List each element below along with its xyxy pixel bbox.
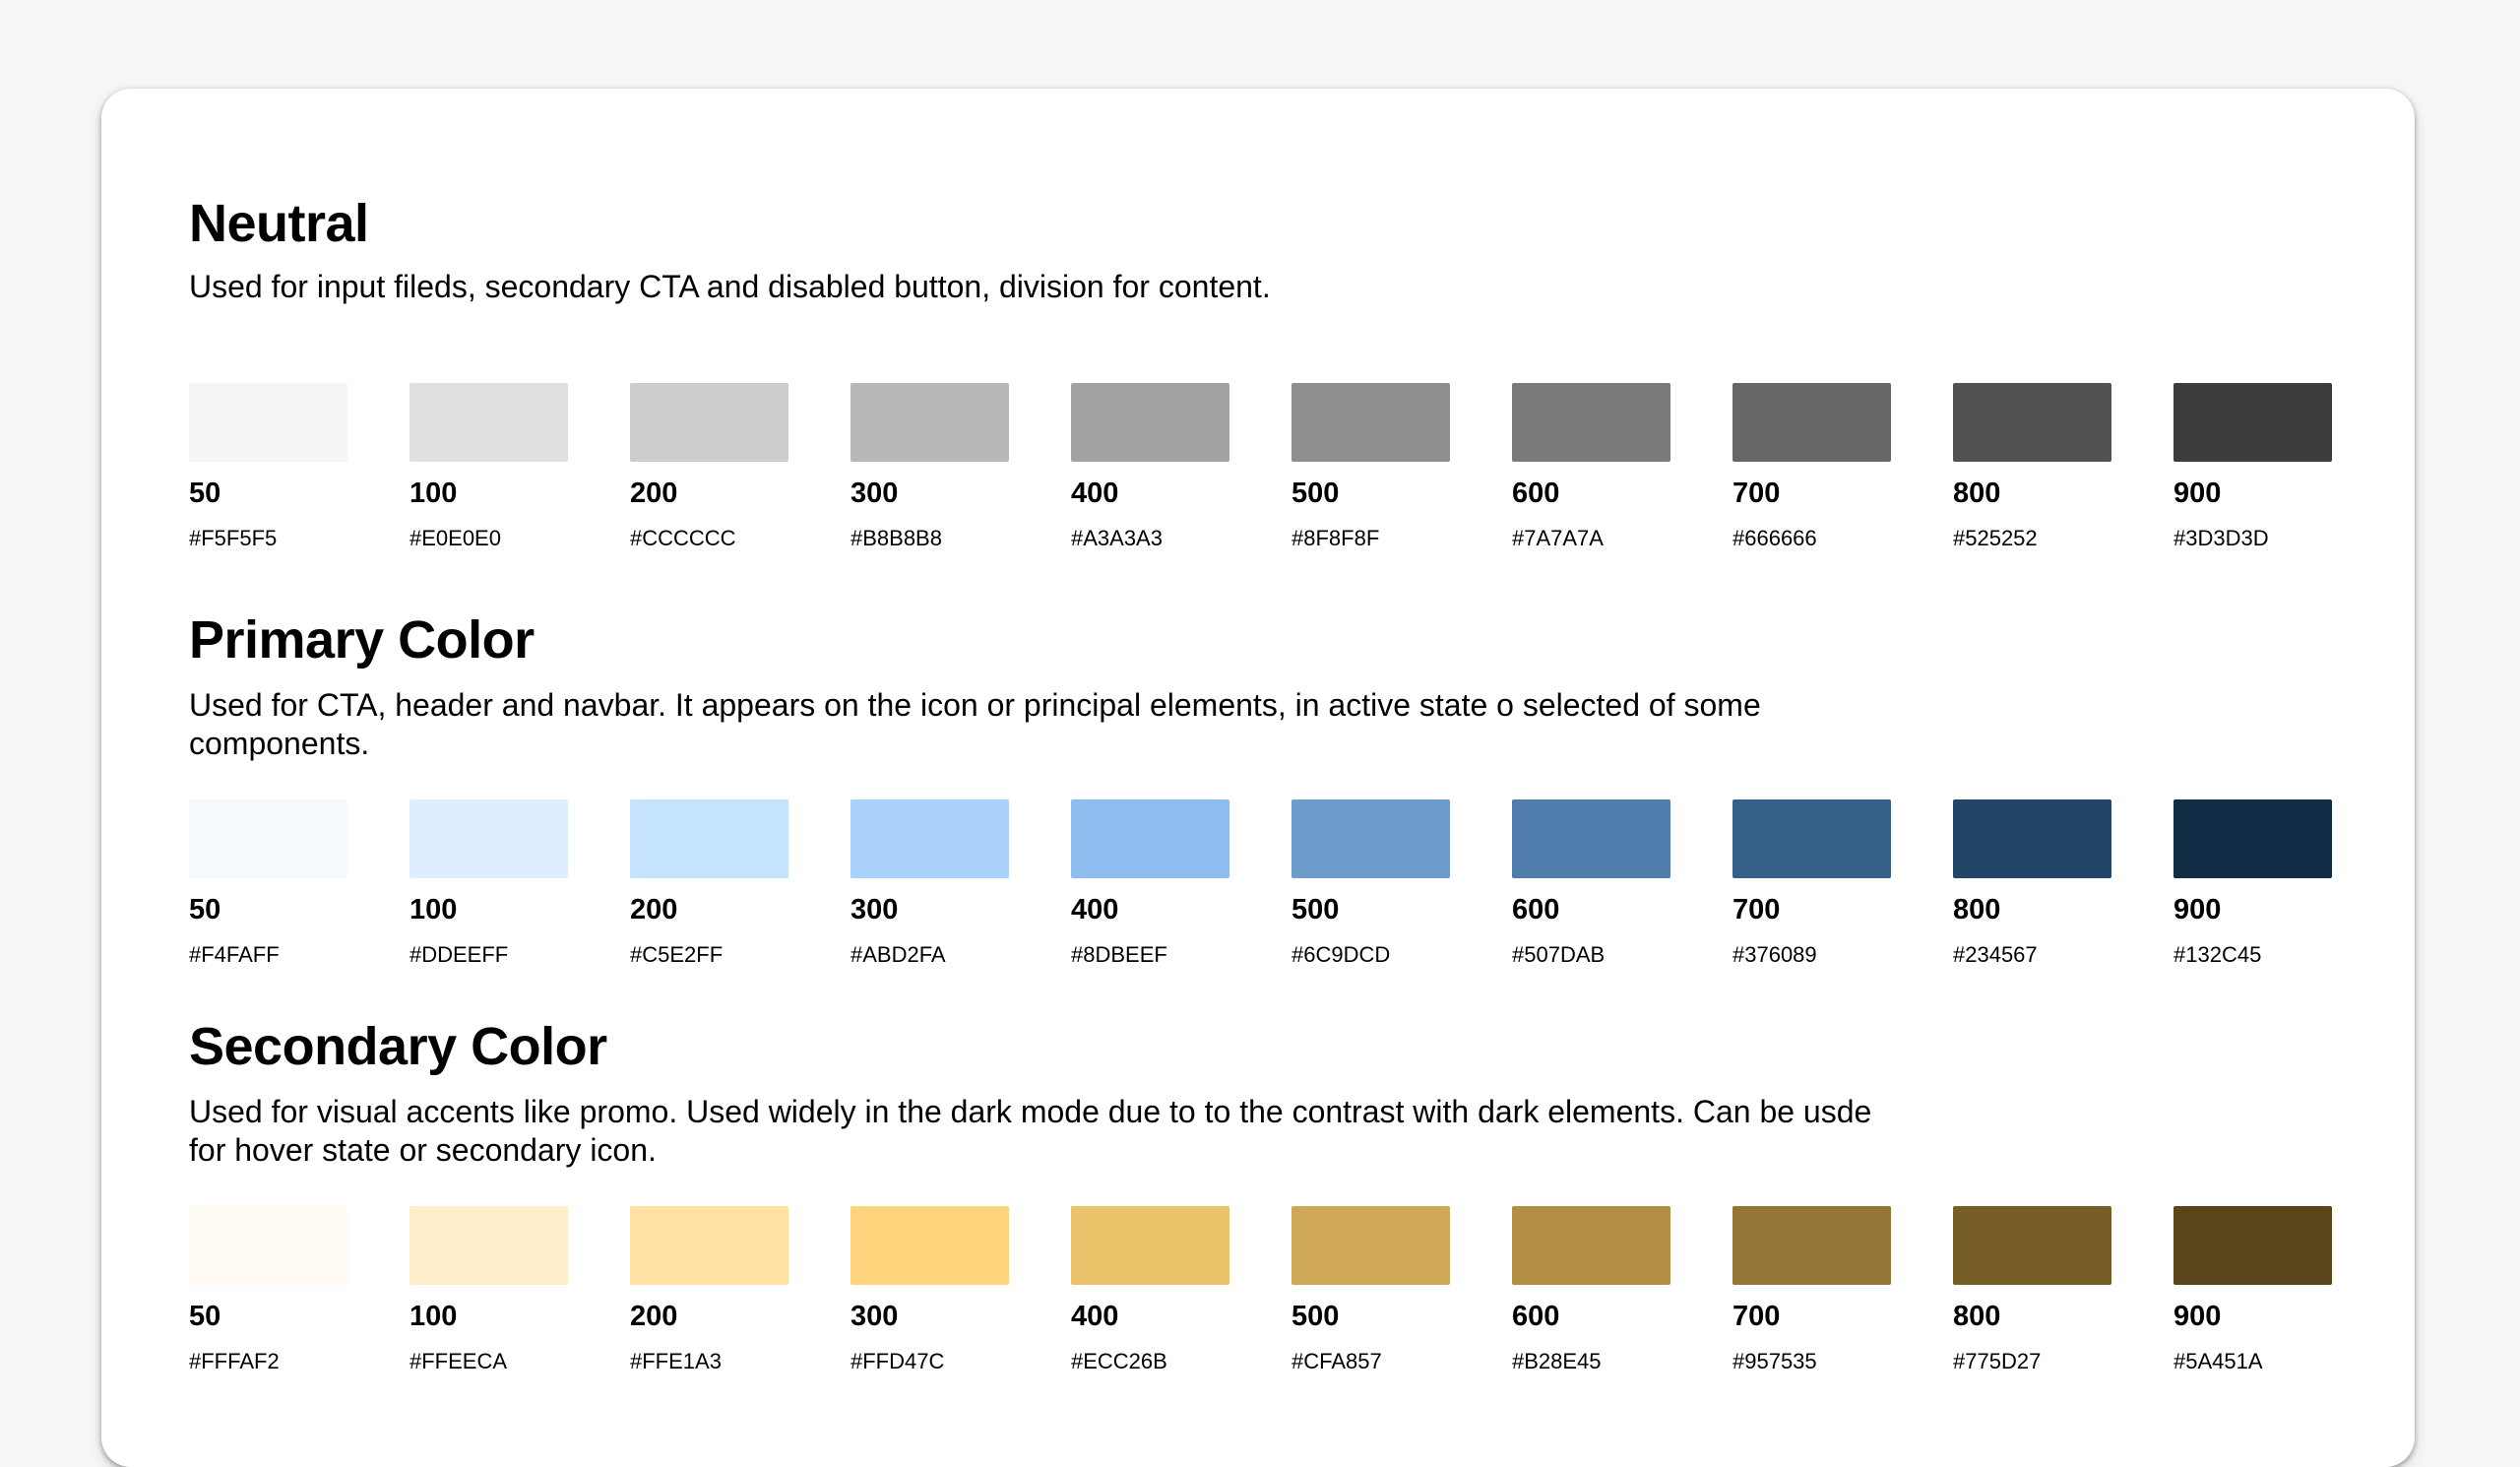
swatch-step: 50 — [189, 894, 221, 925]
swatch-hex: #CCCCCC — [630, 526, 736, 550]
swatch-step: 50 — [189, 1301, 221, 1332]
swatch-step: 500 — [1292, 478, 1340, 509]
section-description: Used for visual accents like promo. Used widely in the dark mode due to to the contrast with dark elements. Can be usde for hover state or secondary icon. — [189, 1094, 1872, 1168]
section-title: Secondary Color — [189, 1017, 607, 1076]
color-chip — [2174, 799, 2332, 878]
color-chip — [630, 799, 788, 878]
section-primary — [189, 610, 2335, 967]
swatch-hex: #7A7A7A — [1512, 526, 1604, 550]
color-chip — [1953, 383, 2111, 462]
swatch-hex: #376089 — [1732, 942, 1817, 967]
swatch-hex: #507DAB — [1512, 942, 1606, 967]
swatch-step: 100 — [410, 894, 458, 925]
swatch-hex: #8DBEEF — [1071, 942, 1167, 967]
swatch-500 — [1292, 799, 1450, 966]
swatch-200 — [630, 383, 788, 549]
swatch-step: 600 — [1512, 894, 1560, 925]
color-chip — [630, 383, 788, 462]
swatch-step: 100 — [410, 1301, 458, 1332]
swatch-800 — [1953, 383, 2111, 549]
color-chip — [189, 799, 347, 878]
swatch-hex: #525252 — [1953, 526, 2038, 550]
swatch-hex: #FFE1A3 — [630, 1349, 722, 1373]
swatch-hex: #666666 — [1732, 526, 1817, 550]
section-description: Used for input fileds, secondary CTA and disabled button, division for content. — [189, 269, 1271, 304]
swatch-step: 900 — [2174, 1301, 2222, 1332]
swatch-hex: #6C9DCD — [1292, 942, 1391, 967]
swatch-hex: #ABD2FA — [850, 942, 946, 967]
swatch-hex: #CFA857 — [1292, 1349, 1382, 1373]
swatch-step: 900 — [2174, 894, 2222, 925]
swatch-row — [189, 799, 2332, 966]
swatch-step: 300 — [850, 894, 899, 925]
swatch-hex: #A3A3A3 — [1071, 526, 1163, 550]
color-chip — [1292, 799, 1450, 878]
swatch-step: 300 — [850, 1301, 899, 1332]
color-chip — [189, 1206, 347, 1285]
color-chip — [1512, 1206, 1670, 1285]
color-chip — [1292, 383, 1450, 462]
swatch-step: 700 — [1732, 1301, 1781, 1332]
swatch-step: 700 — [1732, 894, 1781, 925]
swatch-hex: #234567 — [1953, 942, 2038, 967]
section-title: Neutral — [189, 194, 369, 253]
swatch-step: 800 — [1953, 894, 2001, 925]
swatch-400 — [1071, 1206, 1229, 1372]
swatch-hex: #F4FAFF — [189, 942, 280, 967]
color-chip — [1732, 799, 1891, 878]
swatch-hex: #FFFAF2 — [189, 1349, 280, 1373]
swatch-500 — [1292, 383, 1450, 549]
swatch-900 — [2174, 1206, 2332, 1372]
swatch-50 — [189, 1206, 347, 1372]
swatch-step: 400 — [1071, 1301, 1119, 1332]
color-chip — [1953, 1206, 2111, 1285]
swatch-700 — [1732, 1206, 1891, 1372]
color-chip — [1071, 383, 1229, 462]
color-chip — [1071, 799, 1229, 878]
swatch-400 — [1071, 799, 1229, 966]
swatch-hex: #3D3D3D — [2174, 526, 2269, 550]
swatch-50 — [189, 383, 347, 549]
color-chip — [850, 383, 1009, 462]
swatch-600 — [1512, 383, 1670, 549]
swatch-hex: #FFD47C — [850, 1349, 945, 1373]
color-chip — [1732, 383, 1891, 462]
swatch-step: 50 — [189, 478, 221, 509]
swatch-step: 500 — [1292, 894, 1340, 925]
swatch-hex: #8F8F8F — [1292, 526, 1380, 550]
swatch-step: 200 — [630, 478, 678, 509]
color-chip — [2174, 1206, 2332, 1285]
swatch-hex: #ECC26B — [1071, 1349, 1167, 1373]
swatch-600 — [1512, 799, 1670, 966]
section-secondary — [189, 1017, 2335, 1373]
swatch-900 — [2174, 383, 2332, 549]
swatch-hex: #FFEECA — [410, 1349, 508, 1373]
swatch-step: 600 — [1512, 1301, 1560, 1332]
swatch-300 — [850, 799, 1009, 966]
swatch-hex: #B28E45 — [1512, 1349, 1602, 1373]
color-chip — [1953, 799, 2111, 878]
swatch-step: 800 — [1953, 1301, 2001, 1332]
swatch-hex: #775D27 — [1953, 1349, 2042, 1373]
swatch-hex: #F5F5F5 — [189, 526, 278, 550]
swatch-hex: #DDEEFF — [410, 942, 509, 967]
color-chip — [1732, 1206, 1891, 1285]
swatch-step: 700 — [1732, 478, 1781, 509]
color-chip — [850, 1206, 1009, 1285]
swatch-step: 500 — [1292, 1301, 1340, 1332]
section-description: Used for CTA, header and navbar. It appears on the icon or principal elements, in active state o selected of some components. — [189, 687, 1761, 761]
swatch-100 — [410, 1206, 568, 1372]
swatch-step: 400 — [1071, 478, 1119, 509]
swatch-200 — [630, 1206, 788, 1372]
swatch-step: 300 — [850, 478, 899, 509]
swatch-600 — [1512, 1206, 1670, 1372]
swatch-900 — [2174, 799, 2332, 966]
swatch-step: 800 — [1953, 478, 2001, 509]
swatch-step: 200 — [630, 894, 678, 925]
swatch-hex: #B8B8B8 — [850, 526, 942, 550]
swatch-hex: #957535 — [1732, 1349, 1817, 1373]
swatch-hex: #5A451A — [2174, 1349, 2263, 1373]
swatch-500 — [1292, 1206, 1450, 1372]
color-chip — [2174, 383, 2332, 462]
swatch-step: 600 — [1512, 478, 1560, 509]
swatch-hex: #E0E0E0 — [410, 526, 501, 550]
swatch-step: 200 — [630, 1301, 678, 1332]
swatch-100 — [410, 799, 568, 966]
swatch-300 — [850, 383, 1009, 549]
swatch-300 — [850, 1206, 1009, 1372]
swatch-200 — [630, 799, 788, 966]
color-chip — [1292, 1206, 1450, 1285]
swatch-800 — [1953, 799, 2111, 966]
swatch-700 — [1732, 383, 1891, 549]
swatch-step: 900 — [2174, 478, 2222, 509]
color-chip — [630, 1206, 788, 1285]
swatch-700 — [1732, 799, 1891, 966]
palette-card — [101, 89, 2415, 1467]
color-chip — [410, 799, 568, 878]
color-chip — [410, 383, 568, 462]
swatch-row — [189, 383, 2332, 549]
color-chip — [189, 383, 347, 462]
swatch-400 — [1071, 383, 1229, 549]
swatch-100 — [410, 383, 568, 549]
section-title: Primary Color — [189, 610, 535, 670]
swatch-hex: #132C45 — [2174, 942, 2262, 967]
color-chip — [850, 799, 1009, 878]
swatch-hex: #C5E2FF — [630, 942, 724, 967]
section-neutral — [189, 194, 2335, 550]
swatch-row — [189, 1206, 2332, 1372]
color-chip — [1071, 1206, 1229, 1285]
swatch-50 — [189, 799, 347, 966]
color-chip — [1512, 799, 1670, 878]
swatch-step: 100 — [410, 478, 458, 509]
swatch-step: 400 — [1071, 894, 1119, 925]
color-chip — [410, 1206, 568, 1285]
swatch-800 — [1953, 1206, 2111, 1372]
color-chip — [1512, 383, 1670, 462]
